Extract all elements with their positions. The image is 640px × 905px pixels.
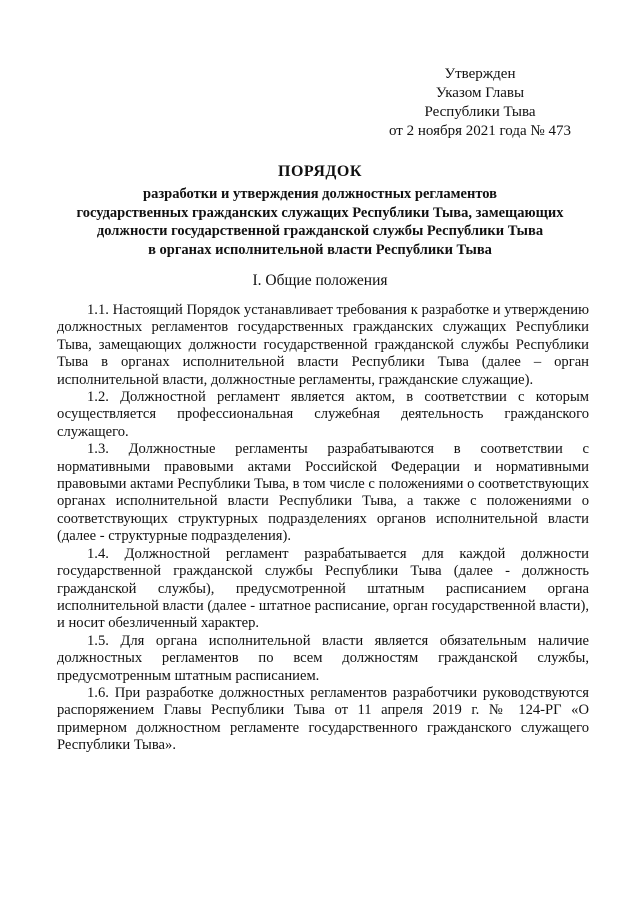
subtitle-line: в органах исполнительной власти Республики Тыва <box>148 241 492 258</box>
document-title: ПОРЯДОК <box>278 163 362 180</box>
subtitle-line: должности государственной гражданской службы Республики Тыва <box>96 223 544 239</box>
paragraph-1-5: 1.5. Для органа исполнительной власти является обязательным наличие должностных регламентов по всем должностям гражданской службы, предусмотренным штатным расписанием. <box>57 632 589 684</box>
approval-line: от 2 ноября 2021 года № 473 <box>389 123 571 139</box>
paragraph-1-4: 1.4. Должностной регламент разрабатывается для каждой должности государственной гражданской службы Республики Тыва (далее - должность гражданской службы), предусмотренной штатным расписанием органа исполнительной власти (далее - штатное расписание, орган государственной власти), и носит обезличенный характер. <box>57 545 589 632</box>
paragraph-1-6: 1.6. При разработке должностных регламентов разработчики руководствуются распоряжением Главы Республики Тыва от 11 апреля 2019 г. № 124-РГ «О примерном должностном регламенте государственного гражданского служащего Республики Тыва». <box>57 684 589 754</box>
approval-line: Республики Тыва <box>424 104 536 120</box>
document-body <box>57 302 589 755</box>
subtitle-line: разработки и утверждения должностных регламентов <box>143 186 497 202</box>
approval-line: Указом Главы <box>435 85 525 101</box>
paragraph-1-3: 1.3. Должностные регламенты разрабатываются в соответствии с нормативными правовыми актами Российской Федерации и нормативными правовыми актами Республики Тыва, в том числе с положениями о соответствующих органах исполнительной власти Республики Тыва, а также с положениями о соответствующих структурных подразделениях органов исполнительной власти (далее - структурные подразделения). <box>57 441 589 545</box>
section-heading: I. Общие положения <box>252 272 388 289</box>
subtitle-line: государственных гражданских служащих Республики Тыва, замещающих <box>76 204 564 221</box>
approval-stamp <box>380 65 580 141</box>
approval-line: Утвержден <box>444 66 516 82</box>
document-subtitle <box>40 185 600 259</box>
paragraph-1-2: 1.2. Должностной регламент является актом, в соответствии с которым осуществляется профессиональная служебная деятельность гражданского служащего. <box>57 389 589 440</box>
paragraph-1-1: 1.1. Настоящий Порядок устанавливает требования к разработке и утверждению должностных регламентов государственных гражданских служащих Республики Тыва, замещающих должности государственной гражданской службы Республики Тыва в органах исполнительной власти Республики Тыва (далее – орган исполнительной власти, должностные регламенты, гражданские служащие). <box>57 302 589 388</box>
